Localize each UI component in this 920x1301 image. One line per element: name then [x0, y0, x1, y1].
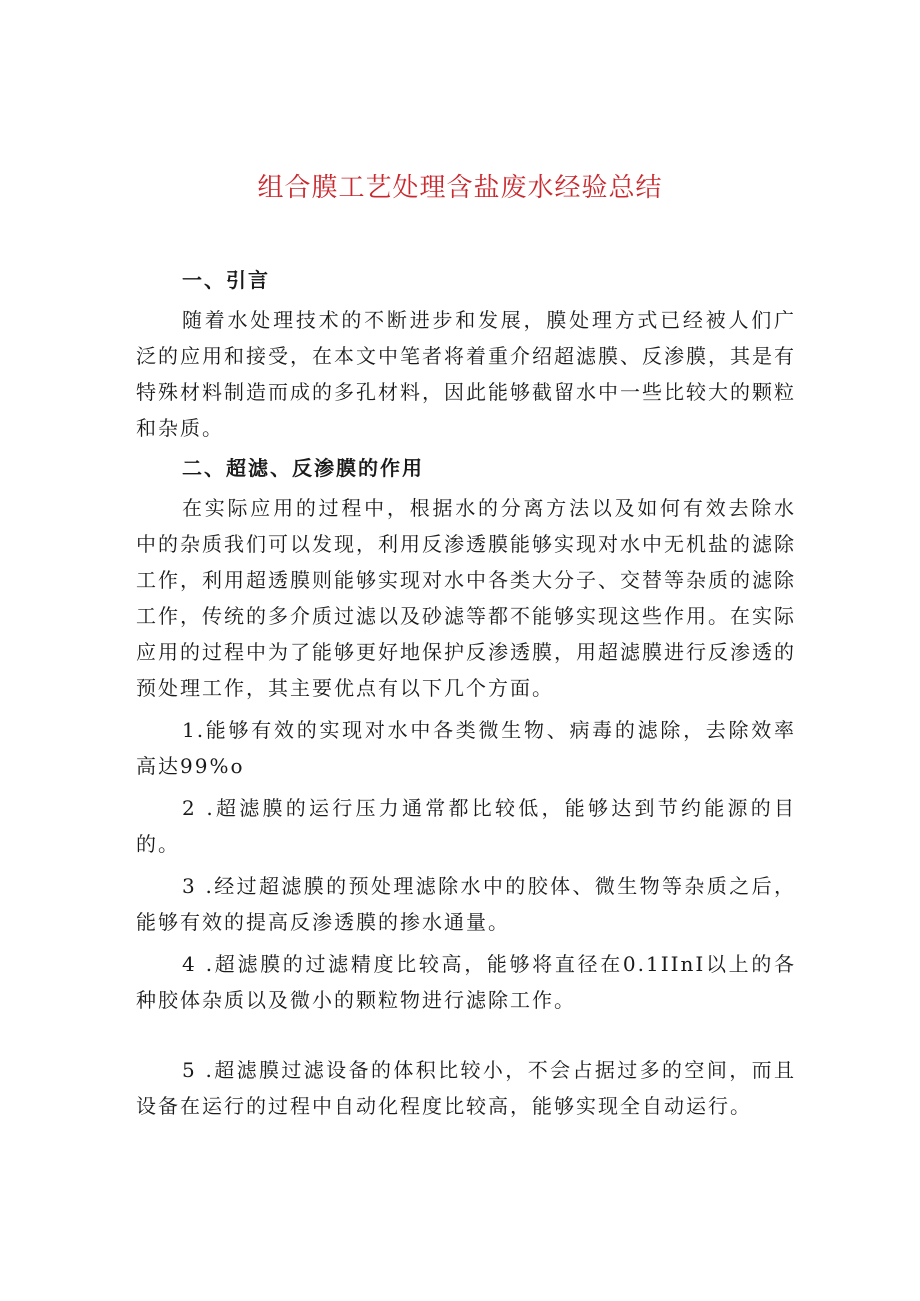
paragraph-introduction: 随着水处理技术的不断进步和发展，膜处理方式已经被人们广泛的应用和接受，在本文中笔者将着重介绍超滤膜、反渗膜，其是有特殊材料制造而成的多孔材料，因此能够截留水中一些比较大的颗粒和杂质。 [136, 308, 796, 440]
document-title: 组合膜工艺处理含盐废水经验总结 [257, 173, 663, 203]
paragraph-membrane-function: 在实际应用的过程中，根据水的分离方法以及如何有效去除水中的杂质我们可以发现，利用反渗透膜能够实现对水中无机盐的滤除工作，利用超透膜则能够实现对水中各类大分子、交替等杂质的滤除工作，传统的多介质过滤以及砂滤等都不能够实现这些作用。在实际应用的过程中为了能够更好地保护反渗透膜，用超滤膜进行反渗透的预处理工作，其主要优点有以下几个方面。 [136, 496, 796, 700]
list-item-4: 4 .超滤膜的过滤精度比较高，能够将直径在0.1IInI以上的各种胶体杂质以及微小的颗粒物进行滤除工作。 [136, 952, 796, 1012]
list-item-2: 2 .超滤膜的运行压力通常都比较低，能够达到节约能源的目的。 [136, 796, 796, 856]
section-heading-introduction: 一、引言 [182, 268, 270, 292]
document-body [136, 262, 796, 1124]
section-heading-membrane-function: 二、超滤、反渗膜的作用 [182, 456, 424, 480]
list-item-1: 1.能够有效的实现对水中各类微生物、病毒的滤除，去除效率高达99%o [136, 718, 796, 778]
list-item-5: 5 .超滤膜过滤设备的体积比较小，不会占据过多的空间，而且设备在运行的过程中自动化程度比较高，能够实现全自动运行。 [136, 1058, 796, 1118]
list-item-3: 3 .经过超滤膜的预处理滤除水中的胶体、微生物等杂质之后，能够有效的提高反渗透膜的掺水通量。 [136, 874, 796, 934]
